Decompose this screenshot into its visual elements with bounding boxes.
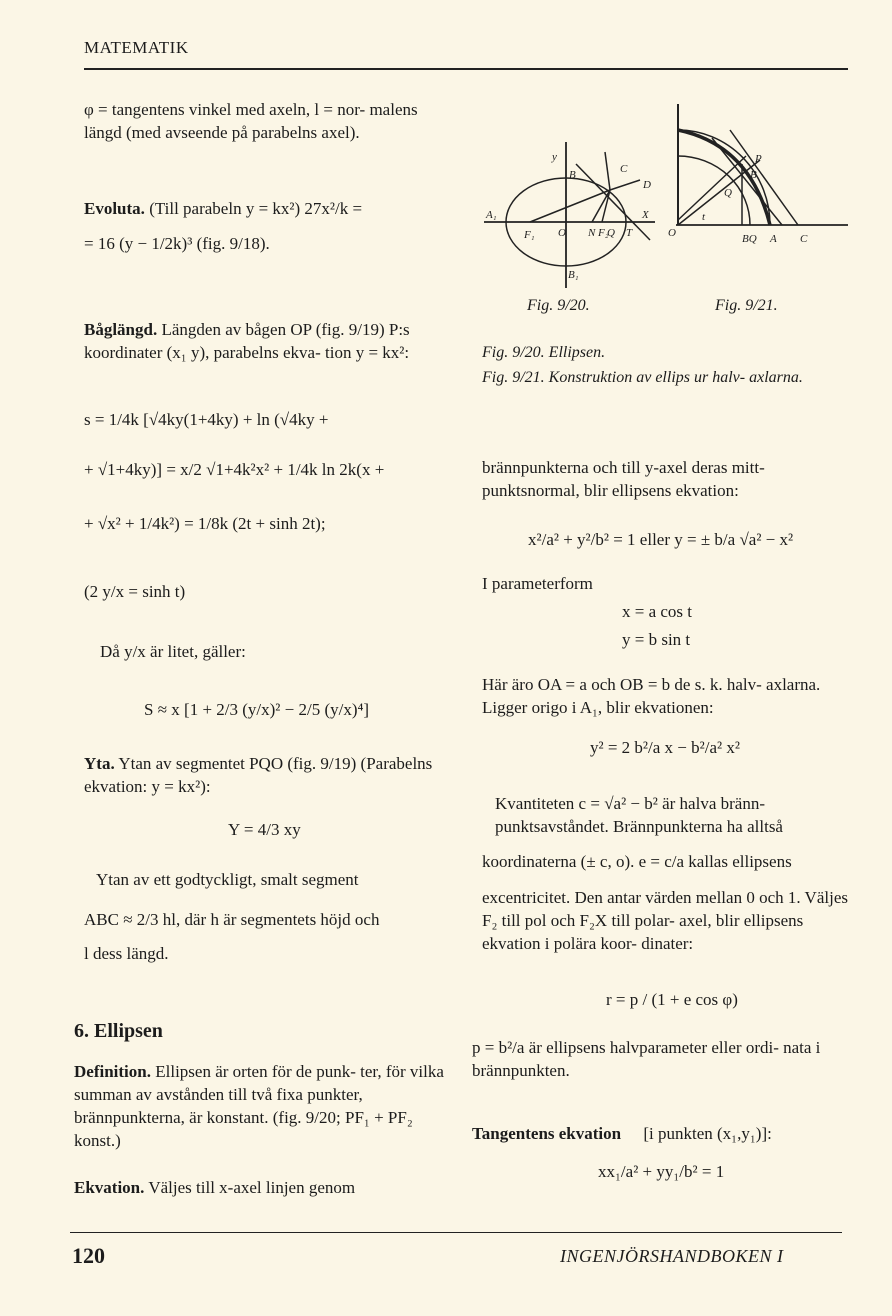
fig-9-21-label: Fig. 9/21. [715, 297, 778, 314]
evoluta-block [84, 197, 449, 255]
ekvation-label: Ekvation. [74, 1178, 145, 1197]
radius-line [678, 160, 760, 225]
page-number: 120 [72, 1243, 105, 1268]
baglangd-label: Båglängd. [84, 320, 158, 339]
abc-equation: ABC ≈ 2/3 hl, där h är segmentets höjd och [84, 910, 380, 929]
arc-length-equation-4: (2 y/x = sinh t) [84, 582, 186, 601]
svg-text:C: C [800, 233, 808, 245]
construction-line [610, 180, 640, 190]
da-text: Då y/x är litet, gäller: [100, 642, 246, 661]
figures-svg [480, 100, 850, 310]
right-paragraph-2: Här äro OA = a och OB = b de s. k. halv- axlarna. Ligger origo i A₁, blir ekvationen: [482, 675, 821, 717]
definition-label: Definition. [74, 1062, 151, 1081]
tangent-label: Tangentens ekvation [472, 1124, 622, 1143]
ellipse-equation: x²/a² + y²/b² = 1 eller y = ± b/a √a² − x² [528, 530, 794, 549]
definition-block [74, 1060, 452, 1152]
book-title: INGENJÖRSHANDBOKEN I [560, 1246, 784, 1266]
ekvation-block [74, 1176, 452, 1199]
yta-label: Yta. [84, 754, 115, 773]
svg-text:T: T [626, 227, 633, 239]
tangent-equation: xx₁/a² + yy₁/b² = 1 [598, 1162, 725, 1181]
fig-9-20-label: Fig. 9/20. [527, 297, 590, 314]
arc-length-equation-2: + √1+4ky)] = x/2 √1+4k²x² + 1/4k ln 2k(x + [84, 460, 385, 479]
fig-9-21-point-labels [668, 153, 808, 245]
running-header: MATEMATIK [84, 38, 189, 57]
header-rule [84, 68, 848, 70]
figure-captions [482, 340, 842, 390]
polar-equation: r = p / (1 + e cos φ) [606, 990, 738, 1009]
tangent-def-text: φ = tangentens vinkel med axeln, l = nor- malens längd (med avseende på parabelns axel). [84, 100, 418, 142]
right-paragraph-5: excentricitet. Den antar värden mellan 0 och 1. Väljes F₂ till pol och F₂X till polar- axel, blir ellipsens ekvation i polära koor- dinater: [482, 888, 848, 953]
svg-text:O: O [668, 227, 676, 239]
svg-text:P: P [755, 153, 762, 165]
svg-text:O: O [558, 227, 566, 239]
yta-text: Ytan av segmentet PQO (fig. 9/19) (Parabelns ekvation: y = kx²): [84, 754, 433, 796]
param-y-equation: y = b sin t [622, 630, 691, 649]
baglangd-block [84, 318, 449, 364]
right-paragraph-4: koordinaterna (± c, o). e = c/a kallas ellipsens [482, 852, 792, 871]
param-x-equation: x = a cos t [622, 602, 693, 621]
baglangd-text: Längden av bågen OP (fig. 9/19) P:s koordinater (x₁ y), parabelns ekva- tion y = kx²: [84, 320, 410, 362]
left-paragraph-1 [84, 98, 449, 144]
svg-text:B: B [750, 169, 757, 181]
yta-block [84, 752, 449, 798]
ekvation-text: Väljes till x-axel linjen genom [148, 1178, 356, 1197]
svg-text:y: y [552, 151, 557, 163]
svg-text:F₁: F₁ [524, 229, 535, 241]
arc-length-equation-3: + √x² + 1/4k²) = 1/8k (2t + sinh 2t); [84, 514, 326, 533]
arc-length-equation-1: s = 1/4k [√4ky(1+4ky) + ln (√4ky + [84, 410, 329, 429]
approx-S-equation: S ≈ x [1 + 2/3 (y/x)² − 2/5 (y/x)⁴] [144, 700, 370, 719]
svg-text:C: C [620, 163, 628, 175]
evoluta-label: Evoluta. [84, 199, 145, 218]
tangent-block [472, 1122, 850, 1145]
inner-arc [678, 156, 750, 225]
fig-9-21-construction-diagram [676, 104, 848, 225]
construction-line-b [678, 156, 746, 220]
footer-rule [70, 1232, 842, 1233]
svg-text:B: B [569, 169, 576, 181]
fig-9-20-caption: Fig. 9/20. Ellipsen. [482, 344, 606, 361]
svg-text:D: D [643, 179, 651, 191]
normal-foot-line [592, 190, 610, 222]
normal-line [605, 152, 610, 190]
svg-text:A: A [770, 233, 777, 245]
tangent-line-a [730, 130, 798, 225]
right-paragraph-3: Kvantiteten c = √a² − b² är halva bränn- punktsavståndet. Brännpunkterna ha alltså [495, 794, 783, 836]
focal-line-1 [530, 190, 610, 222]
svg-text:N: N [588, 227, 596, 239]
evoluta-text: (Till parabeln y = kx²) 27x²/k = [149, 199, 363, 218]
fig-9-20-ellipse-diagram [484, 142, 655, 288]
tangent-line-b [712, 138, 782, 225]
evoluta-equation: = 16 (y − 1/2k)³ (fig. 9/18). [84, 234, 270, 253]
svg-text:F₂: F₂ [598, 227, 609, 239]
svg-text:B₁: B₁ [568, 269, 579, 281]
svg-text:X: X [642, 209, 649, 221]
svg-text:t: t [702, 211, 706, 223]
area-Y-equation: Y = 4/3 xy [228, 820, 301, 839]
svg-text:BQ: BQ [742, 233, 757, 245]
halvparameter-text: p = b²/a är ellipsens halvparameter eller ordi- nata i brännpunkten. [472, 1038, 821, 1080]
svg-text:Q: Q [724, 187, 732, 199]
fig-9-21-caption: Fig. 9/21. Konstruktion av ellips ur halv- axlarna. [482, 369, 803, 386]
parameterform-label: I parameterform [482, 574, 593, 593]
svg-text:A₁: A₁ [486, 209, 497, 221]
section-heading-ellipsen: 6. Ellipsen [74, 1020, 163, 1042]
right-paragraph-1: brännpunkterna och till y-axel deras mitt- punktsnormal, blir ellipsens ekvation: [482, 458, 765, 500]
definition-text: Ellipsen är orten för de punk- ter, för vilka summan av avstånden till två fixa punkter, brännpunkterna, är konstant. (fig. 9/20; PF₁ + PF₂ konst.) [74, 1062, 444, 1150]
origin-A1-equation: y² = 2 b²/a x − b²/a² x² [590, 738, 740, 757]
tangent-point-text: [i punkten (x₁,y₁)]: [643, 1124, 772, 1143]
yta2-text: Ytan av ett godtyckligt, smalt segment [96, 870, 359, 889]
svg-text:Q: Q [607, 227, 615, 239]
abc-end: l dess längd. [84, 944, 169, 963]
